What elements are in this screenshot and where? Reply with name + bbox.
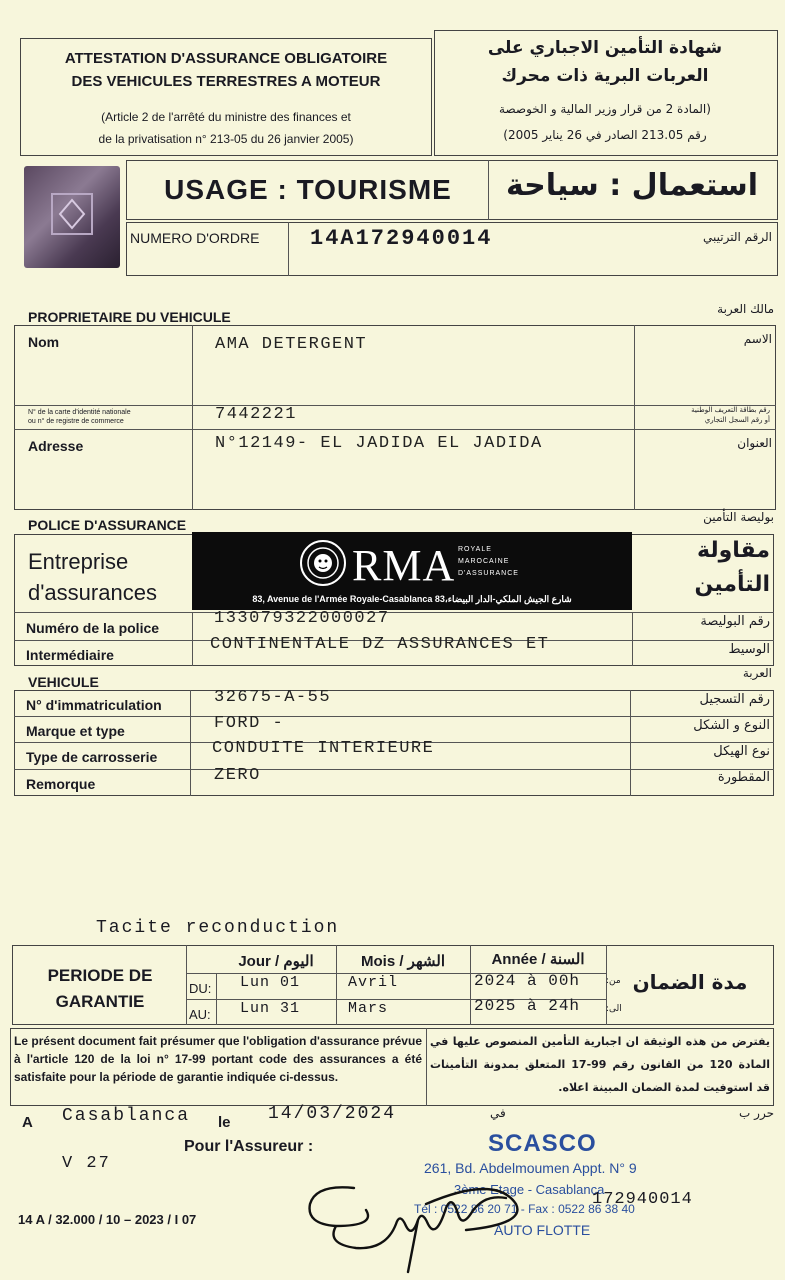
vehicle-row-label-ar: المقطورة: [717, 770, 770, 785]
signature-icon: [296, 1164, 536, 1274]
col-year: Année / السنة: [491, 951, 585, 968]
from-ar: من:: [606, 976, 621, 986]
for-insurer: Pour l'Assureur :: [184, 1138, 314, 1155]
owner-id-value: 7442221: [215, 405, 297, 424]
vehicle-section-fr: VEHICULE: [28, 674, 99, 690]
intermediary-value: CONTINENTALE DZ ASSURANCES ET: [210, 635, 550, 654]
agency-tag: AUTO FLOTTE: [494, 1222, 591, 1238]
made-at-ar: حرر ب: [739, 1106, 774, 1120]
vehicle-row-label-ar: نوع الهيكل: [713, 744, 770, 759]
stamp-number: 172940014: [592, 1190, 693, 1209]
company-label-2: d'assurances: [28, 580, 157, 605]
date-le: le: [218, 1114, 231, 1131]
date-value: 14/03/2024: [268, 1104, 397, 1124]
insurer-address: 83, Avenue de l'Armée Royale-Casablanca 83،شارع الجيش الملكي-الدار البيضاء: [252, 594, 572, 604]
notice-fr: Le présent document fait présumer que l'obligation d'assurance prévue à l'article 120 de la loi n° 17-99 portant code des assurances a été satisfaite pour la période de garantie indiquée ci-dessus.: [14, 1034, 422, 1084]
start-month: Avril: [348, 974, 399, 991]
insurer-name: RMA: [352, 541, 456, 590]
col-month: Mois / الشهر: [361, 953, 445, 970]
insurer-banner: [192, 532, 632, 610]
vehicle-row-label-ar: النوع و الشكل: [693, 718, 770, 733]
tacit-renewal: Tacite reconduction: [96, 918, 340, 938]
policy-number-value: 133079322000027: [214, 609, 390, 628]
agency-addr-2: 3ème Etage - Casablanca: [454, 1182, 605, 1197]
insurer-tag-3: D'ASSURANCE: [458, 570, 519, 577]
title-fr-line2: DES VEHICULES TERRESTRES A MOTEUR: [71, 73, 381, 90]
vehicle-row-value: ZERO: [214, 766, 261, 785]
owner-name-label-ar: الاسم: [743, 332, 772, 346]
du-label: DU:: [189, 981, 212, 996]
end-year: 2025 à 24h: [474, 997, 581, 1015]
owner-name-value: AMA DETERGENT: [215, 335, 368, 354]
vehicle-row-label: Marque et type: [26, 723, 125, 739]
usage-fr: USAGE : TOURISME: [164, 174, 452, 205]
order-label: NUMERO D'ORDRE: [130, 230, 260, 246]
company-label-1: Entreprise: [28, 549, 129, 574]
start-day: Lun 01: [240, 974, 301, 991]
end-day: Lun 31: [240, 1000, 301, 1017]
intermediary-label-ar: الوسيط: [728, 642, 770, 657]
owner-id-label-ar-2: أو رقم السجل التجاري: [704, 416, 770, 424]
hologram-icon: [24, 166, 120, 268]
company-label-ar-1: مقاولة: [697, 538, 770, 563]
au-label: AU:: [189, 1007, 211, 1022]
owner-section-ar: مالك العربة: [717, 302, 774, 316]
to-ar: الى:: [606, 1004, 622, 1014]
col-day: Jour / اليوم: [238, 953, 314, 970]
vehicle-row-value: FORD -: [214, 714, 285, 733]
company-label-ar-2: التأمين: [694, 572, 770, 597]
owner-section-fr: PROPRIETAIRE DU VEHICULE: [28, 309, 231, 325]
guarantee-label-2: GARANTIE: [55, 992, 145, 1011]
order-label-ar: الرقم الترتيبي: [703, 230, 772, 244]
subtitle-ar-line2: رقم 213.05 الصادر في 26 يناير 2005): [503, 128, 707, 142]
owner-name-label: Nom: [28, 334, 60, 350]
policy-section-ar: بوليصة التأمين: [703, 510, 774, 524]
vehicle-row-value: 32675-A-55: [214, 688, 332, 707]
agent-code: V 27: [62, 1154, 111, 1173]
agency-name: SCASCO: [488, 1130, 597, 1157]
subtitle-ar-line1: (المادة 2 من قرار وزير المالية و الخوصصة: [499, 102, 711, 116]
owner-id-label-2: ou n° de registre de commerce: [28, 418, 124, 425]
subtitle-fr-line2: de la privatisation n° 213-05 du 26 janvier 2005): [98, 132, 354, 146]
place-a: A: [22, 1114, 33, 1131]
form-reference: 14 A / 32.000 / 10 – 2023 / I 07: [18, 1212, 197, 1227]
policy-number-label: Numéro de la police: [26, 620, 160, 636]
vehicle-row-label: Remorque: [26, 776, 96, 792]
owner-address-label: Adresse: [28, 438, 84, 454]
guarantee-label-ar: مدة الضمان: [632, 970, 748, 994]
title-ar-line2: العربات البرية ذات محرك: [501, 66, 709, 86]
end-month: Mars: [348, 1000, 389, 1017]
policy-number-label-ar: رقم البوليصة: [700, 614, 770, 629]
usage-ar: استعمال : سياحة: [505, 168, 759, 203]
vehicle-row-label: Type de carrosserie: [26, 749, 158, 765]
policy-section-fr: POLICE D'ASSURANCE: [28, 517, 187, 533]
agency-tel: Tél : 0522 86 20 71 - Fax : 0522 86 38 40: [414, 1202, 635, 1216]
vehicle-row-label-ar: رقم التسجيل: [699, 692, 770, 707]
insurer-tag-1: ROYALE: [458, 546, 492, 553]
vehicle-row-value: CONDUITE INTERIEURE: [212, 739, 435, 758]
intermediary-label: Intermédiaire: [26, 647, 114, 663]
owner-id-label-ar-1: رقم بطاقة التعريف الوطنية: [691, 406, 770, 414]
place-city: Casablanca: [62, 1106, 191, 1126]
vehicle-section-ar: العربة: [742, 666, 772, 680]
title-ar-line1: شهادة التأمين الاجباري على: [487, 38, 723, 58]
date-label-ar: في: [490, 1106, 506, 1120]
owner-address-value: N°12149- EL JADIDA EL JADIDA: [215, 434, 543, 453]
subtitle-fr-line1: (Article 2 de l'arrêté du ministre des finances et: [101, 110, 351, 124]
start-year: 2024 à 00h: [474, 972, 581, 990]
owner-id-label-1: N° de la carte d'identité nationale: [28, 409, 131, 416]
agency-addr-1: 261, Bd. Abdelmoumen Appt. N° 9: [424, 1160, 637, 1176]
insurer-tag-2: MAROCAINE: [458, 558, 510, 565]
order-number: 14A172940014: [310, 226, 493, 251]
notice-ar: يفترض من هذه الوثيقة ان اجبارية التأمين المنصوص عليها في المادة 120 من القانون رقم 99-17 المتعلق بمدونة التأمينات قد استوفيت لمدة الضمان المبينة اعلاه.: [430, 1035, 770, 1094]
owner-address-label-ar: العنوان: [737, 436, 772, 450]
vehicle-row-label: N° d'immatriculation: [26, 697, 162, 713]
title-fr-line1: ATTESTATION D'ASSURANCE OBLIGATOIRE: [64, 50, 388, 67]
guarantee-label-1: PERIODE DE: [47, 966, 153, 985]
insurer-lion-logo-icon: [300, 540, 346, 586]
